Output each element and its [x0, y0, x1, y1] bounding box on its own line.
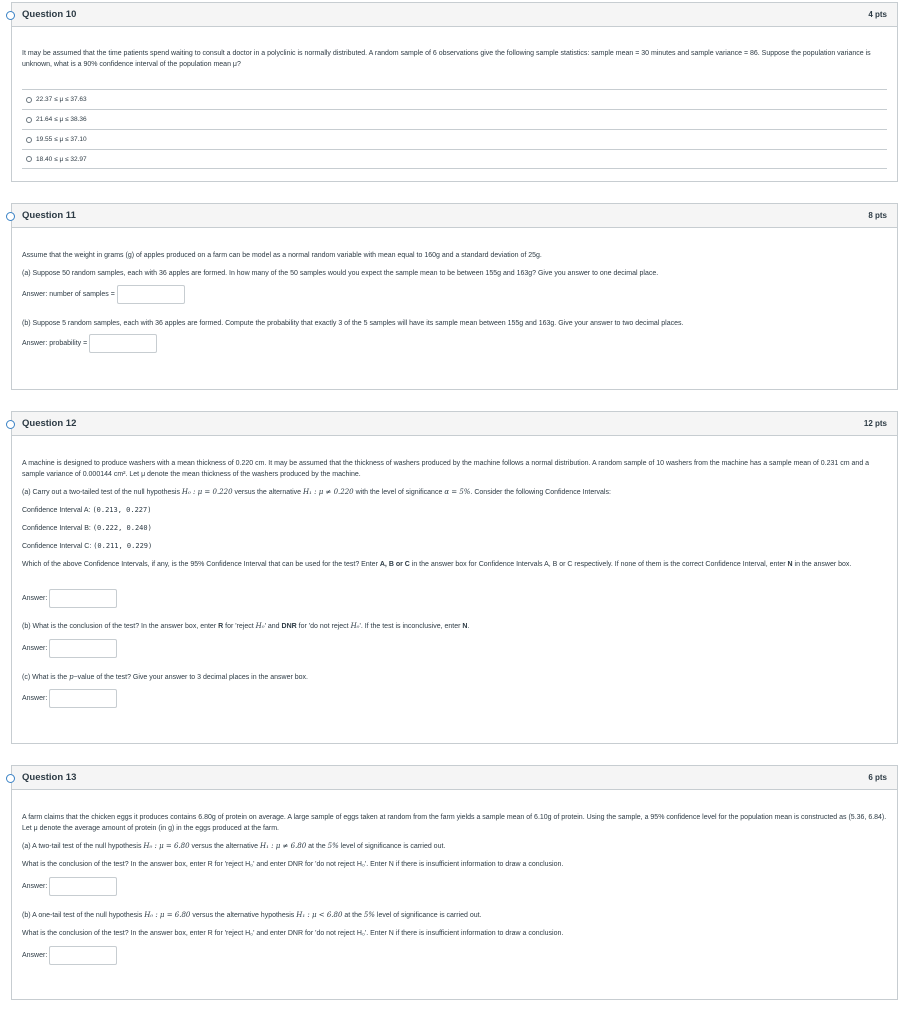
question-11-card — [11, 203, 898, 390]
number-of-samples-input[interactable] — [117, 285, 185, 304]
significance-level: α = 5% — [444, 488, 471, 496]
text-span: (c) What is the — [22, 674, 68, 681]
two-tail-answer-input[interactable] — [49, 877, 117, 896]
question-points: 8 pts — [868, 211, 887, 220]
conclusion-instructions: What is the conclusion of the test? In the answer box, enter R for 'reject H₀' and enter DNR for 'do not reject H₀'. Enter N if there is insufficient information to draw a conclusion. — [22, 861, 564, 868]
radio-icon[interactable] — [26, 137, 32, 143]
text-span: versus the alternative — [191, 843, 259, 850]
text-span: with the level of significance — [355, 489, 443, 496]
answer-options — [22, 89, 887, 169]
probability-input[interactable] — [89, 334, 157, 353]
question-13-card — [11, 765, 898, 1000]
question-header — [12, 204, 897, 228]
null-hypothesis: H₀ : μ = 0.220 — [181, 488, 233, 496]
question-header — [12, 3, 897, 27]
part-c-text — [22, 672, 887, 683]
question-header — [12, 412, 897, 436]
question-header — [12, 766, 897, 790]
ci-value: (0.213, 0.227) — [92, 506, 152, 514]
alt-hypothesis: H₁ : μ ≠ 6.80 — [260, 842, 307, 850]
text-span: level of significance is carried out. — [376, 912, 482, 919]
one-tail-answer-input[interactable] — [49, 946, 117, 965]
text-span: '. If the test is inconclusive, enter — [359, 623, 461, 630]
text-span: versus the alternative hypothesis — [192, 912, 295, 919]
answer-option[interactable] — [22, 89, 887, 109]
question-title: Question 10 — [22, 9, 77, 20]
ci-b-row — [22, 523, 887, 534]
bold-text: N — [787, 561, 793, 568]
p-symbol: p — [69, 673, 74, 681]
text-span: in the answer box for Confidence Intervals A, B or C respectively. If none of them is the correct Confidence Interval, enter — [411, 561, 786, 568]
text-span: (a) A two-tail test of the null hypothesis — [22, 843, 142, 850]
alt-hypothesis: H₁ : μ < 6.80 — [296, 911, 343, 919]
question-intro: Assume that the weight in grams (g) of apples produced on a farm can be model as a normal random variable with mean equal to 160g and a standard deviation of 25g. — [22, 252, 542, 259]
answer-label: Answer: probability = — [22, 340, 88, 347]
question-marker-icon — [6, 212, 15, 221]
answer-row-a — [22, 285, 185, 304]
ci-value: (0.222, 0.240) — [92, 524, 152, 532]
bold-text: A, B or C — [379, 561, 410, 568]
option-label: 19.55 ≤ μ ≤ 37.10 — [36, 136, 87, 143]
text-span: level of significance is carried out. — [340, 843, 446, 850]
answer-label: Answer: — [22, 695, 48, 702]
question-12-card — [11, 411, 898, 744]
ci-label: Confidence Interval B: — [22, 525, 91, 532]
option-label: 22.37 ≤ μ ≤ 37.63 — [36, 96, 87, 103]
question-title: Question 12 — [22, 418, 77, 429]
null-hypothesis: H₀ : μ = 6.80 — [143, 842, 190, 850]
question-intro: A farm claims that the chicken eggs it produces contains 6.80g of protein on average. A large sample of eggs taken at random from the farm yields a sample mean of 6.10g of protein. Using the sample, a 95% confidence level for the population mean is constructed as (5.36, 6.84). Let μ denote the average amount of protein (in g) in the eggs produced at the farm. — [22, 814, 887, 832]
answer-label: Answer: — [22, 952, 48, 959]
radio-icon[interactable] — [26, 97, 32, 103]
part-a-text — [22, 841, 887, 852]
ci-label: Confidence Interval A: — [22, 507, 91, 514]
bold-text: DNR — [281, 623, 297, 630]
question-intro: A machine is designed to produce washers with a mean thickness of 0.220 cm. It may be assumed that the thickness of washers produced by the machine follows a normal distribution. A random sample of 10 washers from the machine has a sample mean of 0.231 cm and a sample variance of 0.000144 cm². Let μ denote the mean thickness of the washers produced by the machine. — [22, 460, 870, 478]
text-span: (a) Carry out a two-tailed test of the null hypothesis — [22, 489, 180, 496]
answer-row-a — [22, 589, 117, 608]
null-hypothesis: H₀ : μ = 6.80 — [144, 911, 191, 919]
conclusion-instructions: What is the conclusion of the test? In the answer box, enter R for 'reject H₀' and enter DNR for 'do not reject H₀'. Enter N if there is insufficient information to draw a conclusion. — [22, 930, 564, 937]
ci-a-row — [22, 505, 887, 516]
part-a-text: (a) Suppose 50 random samples, each with 36 apples are formed. In how many of the 50 samples would you expect the sample mean to be between 155g and 163g? Give you answer to one decimal place. — [22, 270, 659, 277]
question-marker-icon — [6, 11, 15, 20]
text-span: (b) What is the conclusion of the test? In the answer box, enter — [22, 623, 217, 630]
question-points: 12 pts — [863, 419, 887, 428]
text-span: for 'reject — [225, 623, 254, 630]
answer-row-b — [22, 639, 117, 658]
text-span: in the answer box. — [794, 561, 852, 568]
text-span: at the — [308, 843, 326, 850]
option-label: 18.40 ≤ μ ≤ 32.97 — [36, 155, 87, 163]
answer-label: Answer: number of samples = — [22, 291, 115, 298]
part-b-text — [22, 910, 887, 921]
question-title: Question 11 — [22, 210, 76, 221]
text-span: versus the alternative — [234, 489, 302, 496]
part-b-text — [22, 621, 887, 632]
alt-hypothesis: H₁ : μ ≠ 0.220 — [303, 488, 354, 496]
answer-row-b — [22, 946, 117, 965]
null-hypothesis: H₀ — [255, 622, 265, 630]
answer-row-a — [22, 877, 117, 896]
null-hypothesis: H₀ — [350, 622, 360, 630]
answer-option[interactable] — [22, 109, 887, 129]
conclusion-answer-input[interactable] — [49, 639, 117, 658]
answer-label: Answer: — [22, 595, 48, 602]
question-points: 6 pts — [868, 773, 887, 782]
question-text: It may be assumed that the time patients spend waiting to consult a doctor in a polyclinic is normally distributed. A random sample of 6 observations give the following sample statistics: sample mean = 30 minutes and sample variance = 86. Suppose the population variance is unknown, what is a 90% confidence interval of the population mean μ? — [22, 50, 871, 68]
which-ci-text — [22, 559, 887, 570]
answer-row-b — [22, 334, 157, 353]
answer-label: Answer: — [22, 883, 48, 890]
question-marker-icon — [6, 774, 15, 783]
p-value-answer-input[interactable] — [49, 689, 117, 708]
question-10-card — [11, 2, 898, 182]
ci-label: Confidence Interval C: — [22, 543, 92, 550]
ci-c-row — [22, 541, 887, 552]
significance-level: 5% — [327, 842, 339, 850]
text-span: . — [467, 623, 470, 630]
answer-row-c — [22, 689, 117, 708]
radio-icon[interactable] — [26, 117, 32, 123]
bold-text: R — [218, 623, 224, 630]
part-a-text — [22, 487, 887, 498]
text-span: at the — [344, 912, 362, 919]
answer-option[interactable] — [22, 129, 887, 149]
text-span: (b) A one-tail test of the null hypothesis — [22, 912, 143, 919]
text-span: Which of the above Confidence Intervals, if any, is the 95% Confidence Interval that can be used for the test? Enter — [22, 561, 378, 568]
question-marker-icon — [6, 420, 15, 429]
part-b-text: (b) Suppose 5 random samples, each with 36 apples are formed. Compute the probability that exactly 3 of the 5 samples will have its sample mean between 155g and 163g. Give your answer to two decimal places. — [22, 320, 684, 327]
text-span: −value of the test? Give your answer to 3 decimal places in the answer box. — [73, 674, 308, 681]
answer-option[interactable] — [22, 149, 887, 169]
option-label: 21.64 ≤ μ ≤ 38.36 — [36, 116, 87, 123]
text-span: ' and — [264, 623, 280, 630]
text-span: for 'do not reject — [298, 623, 349, 630]
ci-value: (0.211, 0.229) — [93, 542, 153, 550]
question-points: 4 pts — [868, 10, 887, 19]
ci-answer-input[interactable] — [49, 589, 117, 608]
text-span: . Consider the following Confidence Intervals: — [470, 489, 611, 496]
answer-label: Answer: — [22, 645, 48, 652]
radio-icon[interactable] — [26, 156, 32, 162]
bold-text: N — [462, 623, 468, 630]
question-title: Question 13 — [22, 772, 77, 783]
significance-level: 5% — [363, 911, 375, 919]
